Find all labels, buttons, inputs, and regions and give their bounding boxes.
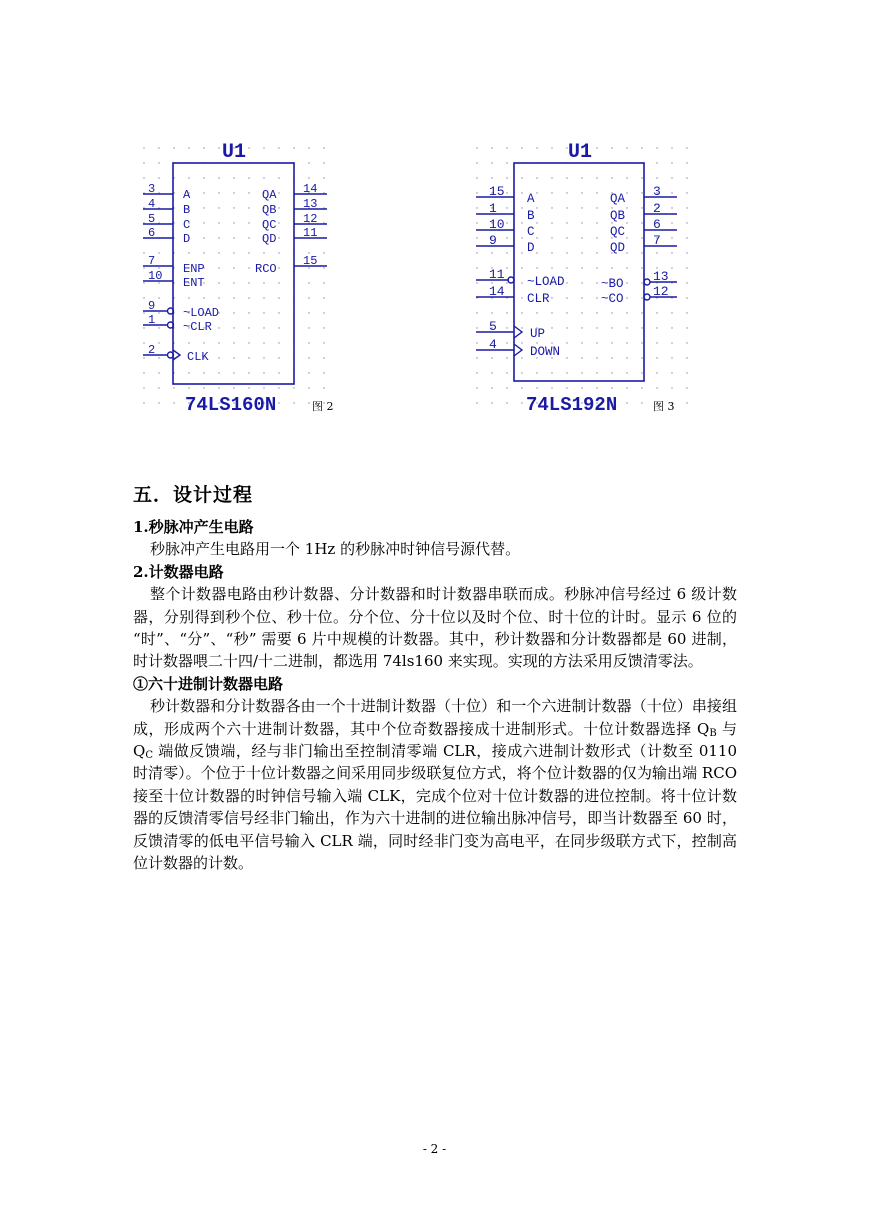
- paragraph-counter-circuit: 整个计数器电路由秒计数器、分计数器和时计数器串联而成。秒脉冲信号经过 6 级计数器，分别得到秒个位、秒十位。分个位、分十位以及时个位、时十位的计时。显示 6 位的 “时”、“分”、“秒” 需要 6 片中规模的计数器。其中，秒计数器和分计数器都是 60 进制，时计数器喂二十四/十二进制，都选用 74ls160 来实现。实现的方法采用反馈清零法。: [133, 585, 737, 671]
- pin-label: ~LOAD: [527, 275, 565, 289]
- pin-label: B: [183, 203, 191, 217]
- pin-label: RCO: [255, 262, 277, 276]
- subscript: B: [709, 727, 717, 739]
- subheading-counter-circuit: 2.计数器电路: [133, 562, 224, 581]
- pin-number: 14: [489, 284, 505, 299]
- pin-label: QB: [262, 203, 277, 217]
- pin-number: 4: [148, 197, 156, 211]
- pin-number: 14: [303, 182, 318, 196]
- chip-part-number: 74LS160N: [185, 394, 277, 416]
- pin-number: 11: [303, 226, 318, 240]
- pin-number: 11: [489, 267, 505, 282]
- pin-number: 2: [148, 343, 156, 357]
- pin-number: 2: [653, 201, 661, 216]
- pin-label: DOWN: [530, 345, 561, 359]
- pin-label: QC: [610, 225, 626, 239]
- pin-number: 6: [653, 217, 661, 232]
- subheading-mod60-counter: ①六十进制计数器电路: [133, 674, 284, 693]
- pin-label: QA: [610, 192, 626, 206]
- pin-number: 6: [148, 226, 156, 240]
- section-title: 五．设计过程: [133, 484, 254, 506]
- pin-label: CLR: [527, 292, 550, 306]
- pin-number: 4: [489, 337, 497, 352]
- pin-label: C: [527, 225, 535, 239]
- pin-number: 7: [653, 233, 661, 248]
- inversion-bubble: [644, 294, 650, 300]
- paragraph-pulse-circuit: 秒脉冲产生电路用一个 1Hz 的秒脉冲时钟信号源代替。: [150, 540, 521, 559]
- schematic-74ls160n: [138, 138, 338, 420]
- section-content: [133, 516, 737, 875]
- pin-label: UP: [530, 327, 546, 341]
- pin-number: 1: [489, 201, 497, 216]
- pin-label: ENP: [183, 262, 205, 276]
- chip-title: U1: [221, 141, 247, 164]
- pin-number: 12: [303, 212, 318, 226]
- text-run: 端做反馈端，经与非门输出至控制清零端 CLR，接成六进制计数形式（计数至 0110 时清零）。个位于十位计数器之间采用同步级联复位方式，将个位计数器的仅为输出端 RCO 接至十位计数器的时钟信号输入端 CLK，完成个位对十位计数器的进位控制。将十位计数器的反馈清零信号经非门输出，作为六十进制的进位输出脉冲信号，即当计数器至 60 时，反馈清零的低电平信号输入 CLR 端，同时经非门变为高电平，在同步级联方式下，控制高位计数器的计数。: [133, 742, 737, 873]
- pin-number: 5: [148, 212, 156, 226]
- subscript: C: [145, 750, 153, 762]
- pin-label: ~LOAD: [183, 306, 220, 320]
- pin-number: 15: [303, 254, 318, 268]
- pin-label: CLK: [187, 350, 209, 364]
- pin-label: A: [527, 192, 535, 206]
- pin-number: 13: [653, 269, 669, 284]
- pin-number: 10: [148, 269, 163, 283]
- pin-number: 12: [653, 284, 669, 299]
- pin-number: 10: [489, 217, 505, 232]
- figure-caption: 图 3: [653, 400, 675, 413]
- pin-label: D: [527, 241, 535, 255]
- figure-caption: 图 2: [312, 400, 334, 413]
- pin-label: ~CO: [601, 292, 624, 306]
- text-run: 秒计数器和分计数器各由一个十进制计数器（十位）和一个六进制计数器（十位）串接组成，形成两个六十进制计数器，其中个位奇数器接成十进制形式。十位计数器选择 Q: [133, 697, 737, 738]
- pin-label: ~BO: [601, 277, 624, 291]
- pin-label: ENT: [183, 276, 205, 290]
- pin-number: 9: [489, 233, 497, 248]
- pin-label: D: [183, 232, 191, 246]
- pin-label: B: [527, 209, 535, 223]
- pin-number: 15: [489, 184, 505, 199]
- schematic-74ls192n: [471, 138, 693, 420]
- pin-label: A: [183, 188, 191, 202]
- pin-number: 5: [489, 319, 497, 334]
- pin-label: QD: [610, 241, 626, 255]
- grid-dots: [143, 147, 324, 403]
- pin-label: QC: [262, 218, 277, 232]
- pin-number: 3: [653, 184, 661, 199]
- clock-triangle: [514, 344, 522, 356]
- pin-number: 7: [148, 254, 156, 268]
- text-run: 与 Q: [133, 719, 737, 761]
- clock-triangle: [514, 326, 522, 338]
- inversion-bubble: [644, 279, 650, 285]
- figure-74ls192n: [471, 138, 693, 420]
- pin-number: 9: [148, 299, 156, 313]
- chip-part-number: 74LS192N: [526, 394, 618, 416]
- pin-label: QA: [262, 188, 277, 202]
- pin-number: 3: [148, 182, 156, 196]
- chip-title: U1: [567, 141, 593, 164]
- pin-label: QD: [262, 232, 277, 246]
- pin-label: ~CLR: [183, 320, 212, 334]
- paragraph-mod60-counter: [133, 695, 737, 874]
- pin-number: 13: [303, 197, 318, 211]
- pin-label: QB: [610, 209, 626, 223]
- pin-number: 1: [148, 313, 156, 327]
- page-number: - 2 -: [422, 1142, 447, 1156]
- pin-label: C: [183, 218, 191, 232]
- figure-74ls160n: [138, 138, 338, 420]
- subheading-pulse-circuit: 1.秒脉冲产生电路: [133, 518, 254, 536]
